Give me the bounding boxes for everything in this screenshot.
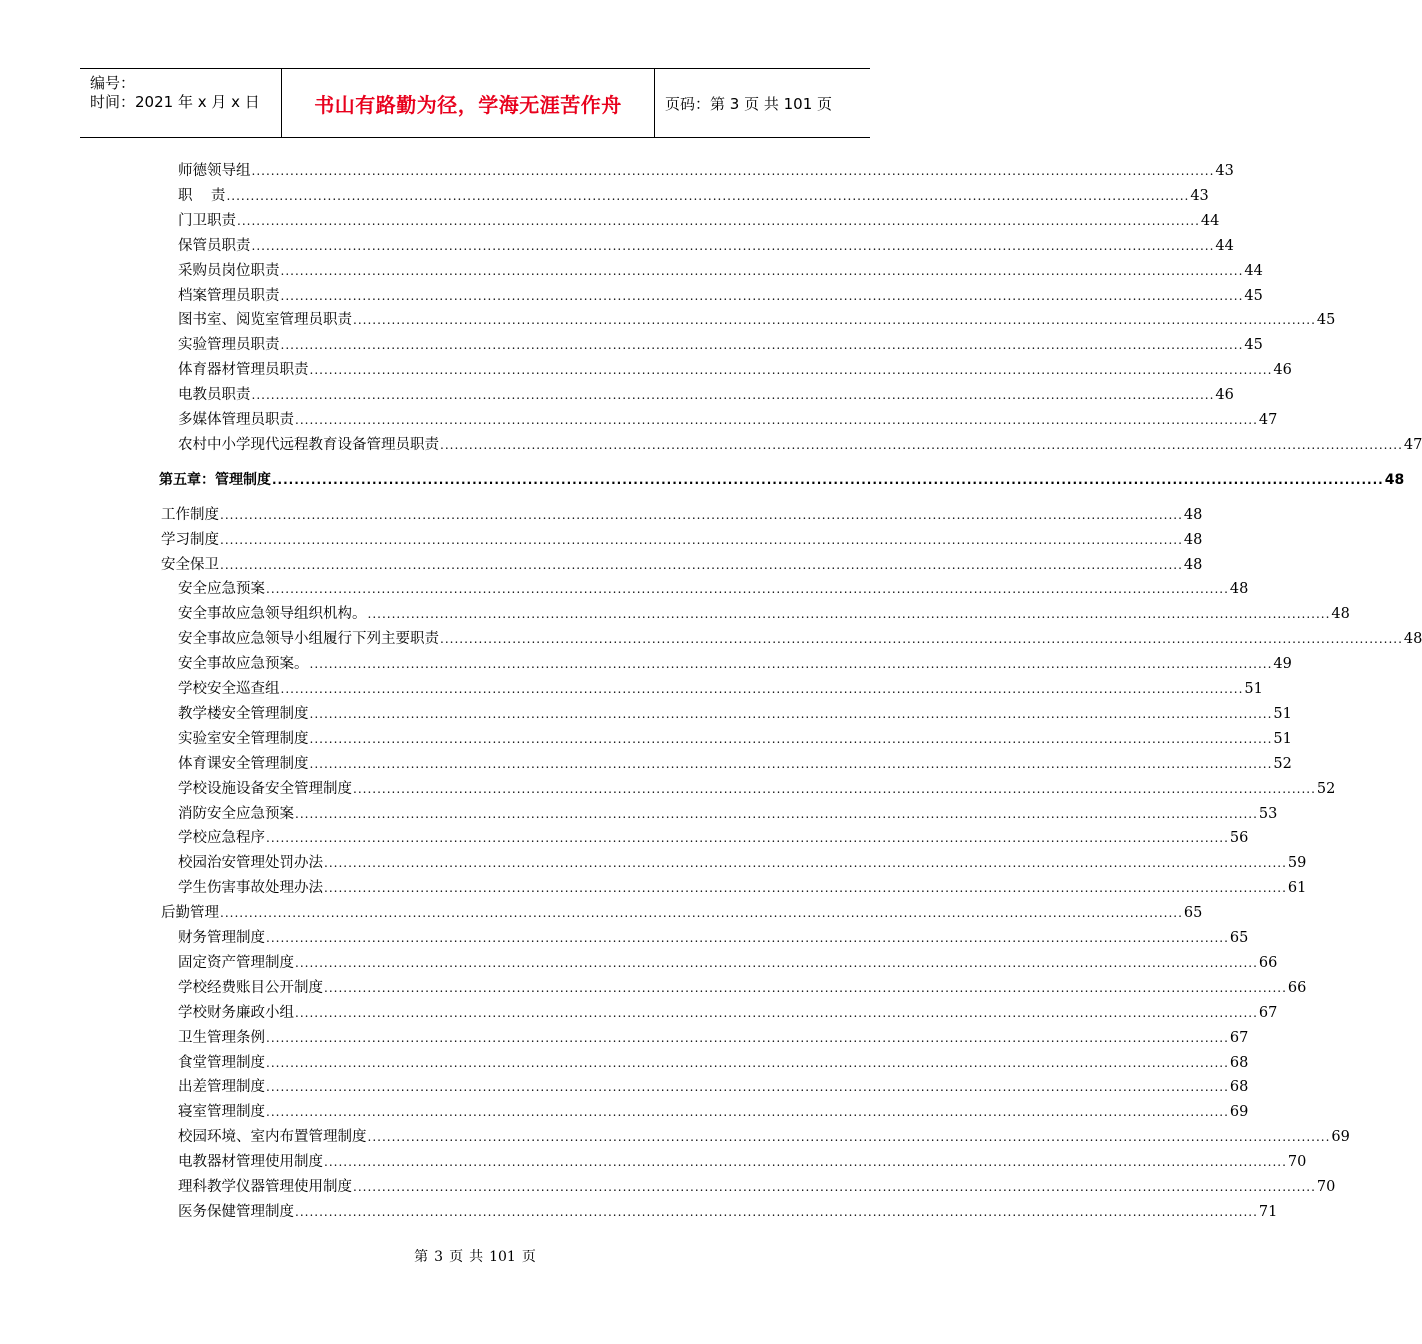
toc-entry-label: 出差管理制度 — [178, 1079, 265, 1096]
page-footer — [0, 1246, 950, 1266]
footer-gong: 共 — [469, 1249, 484, 1265]
toc-entry-page: 71 — [1258, 1203, 1278, 1220]
toc-entry-label: 门卫职责 — [178, 212, 236, 229]
toc-leader-dots: ........................................................................................................................................................................................................ — [280, 338, 1244, 353]
toc-entry-label: 电教员职责 — [178, 387, 251, 404]
footer-ye2: 页 — [521, 1249, 536, 1265]
toc-entry-label: 采购员岗位职责 — [178, 262, 280, 279]
toc-leader-dots: ........................................................................................................................................................................................................ — [266, 1030, 1229, 1045]
toc-entry-row[interactable] — [178, 628, 1422, 650]
toc-entry-row[interactable] — [178, 309, 1336, 331]
toc-leader-dots: ........................................................................................................................................................................................................ — [309, 363, 1273, 378]
footer-total-pages: 101 — [489, 1249, 516, 1265]
document-date-label: 时间：2021 年 x 月 x 日 — [90, 93, 260, 111]
toc-entry-page: 43 — [1215, 163, 1234, 179]
toc-entry-label: 安全事故应急预案。 — [178, 656, 309, 673]
toc-entry-page: 49 — [1273, 656, 1292, 673]
toc-entry-page: 61 — [1287, 880, 1307, 897]
toc-entry-label: 农村中小学现代远程教育设备管理员职责 — [178, 436, 439, 453]
toc-entry-page: 52 — [1316, 780, 1336, 797]
toc-entry-label: 学校设施设备安全管理制度 — [178, 780, 352, 797]
toc-leader-dots: ........................................................................................................................................................................................................ — [353, 313, 1316, 328]
toc-entry-label: 师德领导组 — [178, 163, 251, 179]
toc-leader-dots: ........................................................................................................................................................................................................ — [251, 388, 1215, 403]
toc-entry-row[interactable] — [161, 504, 1203, 526]
toc-entry-page: 47 — [1258, 412, 1278, 428]
toc-entry-label: 工作制度 — [161, 506, 219, 523]
toc-entry-row[interactable] — [178, 803, 1278, 825]
toc-leader-dots: ........................................................................................................................................................................................................ — [309, 706, 1273, 721]
toc-leader-dots: ........................................................................................................................................................................................................ — [272, 472, 1384, 487]
toc-entry-page: 67 — [1229, 1029, 1249, 1046]
toc-entry-row[interactable] — [178, 260, 1263, 282]
toc-chapter-row[interactable] — [159, 469, 1405, 491]
toc-entry-page: 66 — [1287, 979, 1307, 996]
toc-entry-page: 52 — [1273, 755, 1292, 772]
toc-entry-page: 47 — [1403, 436, 1422, 453]
toc-entry-row[interactable] — [178, 160, 1234, 182]
footer-ye: 页 — [449, 1249, 464, 1265]
toc-entry-page: 66 — [1258, 954, 1278, 971]
toc-entry-label: 保管员职责 — [178, 237, 251, 254]
toc-leader-dots: ........................................................................................................................................................................................................ — [353, 1180, 1316, 1194]
toc-entry-page: 65 — [1229, 930, 1249, 946]
toc-entry-row[interactable] — [161, 554, 1203, 576]
toc-entry-page: 51 — [1273, 730, 1292, 747]
toc-entry-label: 档案管理员职责 — [178, 287, 280, 304]
toc-entry-page: 45 — [1316, 312, 1336, 329]
toc-entry-row[interactable] — [178, 1101, 1249, 1123]
toc-entry-row[interactable] — [178, 1176, 1336, 1198]
toc-leader-dots: ........................................................................................................................................................................................................ — [266, 1080, 1229, 1095]
toc-entry-row[interactable] — [178, 778, 1336, 800]
toc-entry-row[interactable] — [178, 952, 1278, 974]
toc-entry-row[interactable] — [178, 1027, 1249, 1049]
toc-entry-row[interactable] — [178, 1151, 1307, 1173]
toc-entry-page: 48 — [1183, 506, 1203, 523]
toc-entry-row[interactable] — [178, 653, 1292, 675]
toc-entry-label: 教学楼安全管理制度 — [178, 705, 309, 722]
toc-leader-dots: ........................................................................................................................................................................................................ — [280, 263, 1244, 278]
toc-entry-row[interactable] — [178, 1002, 1278, 1024]
toc-entry-page: 68 — [1229, 1054, 1249, 1071]
toc-leader-dots: ........................................................................................................................................................................................................ — [280, 288, 1244, 303]
toc-entry-row[interactable] — [178, 384, 1234, 406]
toc-entry-page: 65 — [1183, 905, 1203, 922]
toc-entry-row[interactable] — [178, 1126, 1350, 1148]
toc-entry-label: 后勤管理 — [161, 905, 219, 922]
toc-leader-dots: ........................................................................................................................................................................................................ — [324, 1155, 1287, 1170]
toc-entry-row[interactable] — [178, 409, 1278, 431]
toc-entry-row[interactable] — [178, 235, 1234, 257]
toc-leader-dots: ........................................................................................................................................................................................................ — [295, 955, 1258, 970]
header-motto-cell — [282, 69, 655, 137]
footer-page-number: 3 — [434, 1249, 444, 1265]
toc-entry-page: 44 — [1244, 262, 1263, 279]
toc-leader-dots: ........................................................................................................................................................................................................ — [280, 682, 1244, 696]
toc-leader-dots: ........................................................................................................................................................................................................ — [324, 980, 1287, 995]
toc-leader-dots: ........................................................................................................................................................................................................ — [367, 1130, 1331, 1145]
toc-entry-row[interactable] — [178, 578, 1249, 600]
header-page-info: 页码：第 3 页 共 101 页 — [665, 94, 833, 113]
toc-leader-dots: ........................................................................................................................................................................................................ — [266, 1105, 1229, 1120]
toc-entry-row[interactable] — [178, 927, 1249, 949]
toc-entry-label: 图书室、阅览室管理员职责 — [178, 312, 352, 329]
toc-entry-label: 卫生管理条例 — [178, 1029, 265, 1046]
document-number-label: 编号： — [90, 74, 136, 92]
toc-entry-page: 48 — [1384, 471, 1405, 488]
toc-leader-dots: ........................................................................................................................................................................................................ — [295, 413, 1258, 427]
toc-entry-page: 46 — [1215, 387, 1234, 404]
toc-entry-page: 48 — [1229, 581, 1249, 598]
toc-leader-dots: ........................................................................................................................................................................................................ — [220, 507, 1183, 522]
toc-entry-label: 财务管理制度 — [178, 930, 265, 946]
toc-leader-dots: ........................................................................................................................................................................................................ — [440, 632, 1403, 647]
toc-entry-page: 68 — [1229, 1079, 1249, 1096]
toc-leader-dots: ........................................................................................................................................................................................................ — [220, 906, 1183, 921]
toc-entry-row[interactable] — [178, 603, 1350, 625]
toc-entry-label: 安全事故应急领导小组履行下列主要职责 — [178, 631, 439, 648]
toc-entry-page: 48 — [1183, 531, 1203, 548]
toc-entry-label: 多媒体管理员职责 — [178, 412, 294, 428]
toc-leader-dots: ........................................................................................................................................................................................................ — [251, 164, 1215, 178]
toc-entry-row[interactable] — [178, 977, 1307, 999]
header-page-cell — [655, 69, 870, 137]
toc-entry-page: 46 — [1273, 362, 1292, 379]
toc-leader-dots: ........................................................................................................................................................................................................ — [266, 1055, 1229, 1070]
toc-leader-dots: ........................................................................................................................................................................................................ — [266, 831, 1229, 846]
toc-entry-label: 实验管理员职责 — [178, 337, 280, 354]
toc-entry-row[interactable] — [178, 434, 1422, 456]
toc-entry-page: 44 — [1215, 237, 1234, 254]
toc-leader-dots: ........................................................................................................................................................................................................ — [220, 532, 1183, 547]
toc-entry-page: 45 — [1244, 287, 1263, 304]
toc-entry-page: 44 — [1200, 212, 1220, 229]
toc-entry-page: 51 — [1244, 681, 1263, 697]
toc-entry-page: 70 — [1316, 1179, 1336, 1195]
toc-entry-label: 电教器材管理使用制度 — [178, 1154, 323, 1171]
toc-entry-row[interactable] — [178, 852, 1307, 874]
toc-entry-row[interactable] — [178, 678, 1263, 700]
toc-entry-row[interactable] — [178, 1201, 1278, 1223]
toc-entry-label: 安全应急预案 — [178, 581, 265, 598]
toc-entry-page: 69 — [1229, 1104, 1249, 1121]
toc-entry-label: 实验室安全管理制度 — [178, 730, 309, 747]
toc-entry-row[interactable] — [178, 359, 1292, 381]
toc-entry-label: 消防安全应急预案 — [178, 805, 294, 822]
toc-entry-row[interactable] — [178, 1052, 1249, 1074]
toc-entry-label: 学习制度 — [161, 531, 219, 548]
toc-leader-dots: ........................................................................................................................................................................................................ — [295, 1005, 1258, 1020]
toc-entry-row[interactable] — [178, 827, 1249, 849]
toc-entry-row[interactable] — [178, 1076, 1249, 1098]
toc-entry-label: 医务保健管理制度 — [178, 1203, 294, 1220]
toc-entry-page: 51 — [1273, 705, 1292, 722]
toc-entry-row[interactable] — [161, 902, 1203, 924]
toc-entry-label: 校园治安管理处罚办法 — [178, 855, 323, 872]
toc-entry-row[interactable] — [178, 285, 1263, 307]
footer-di: 第 — [414, 1249, 429, 1265]
toc-entry-page: 48 — [1331, 606, 1350, 623]
toc-entry-page: 69 — [1331, 1129, 1350, 1146]
toc-leader-dots: ........................................................................................................................................................................................................ — [309, 657, 1273, 672]
toc-entry-page: 67 — [1258, 1004, 1278, 1021]
toc-entry-row[interactable] — [178, 210, 1220, 232]
toc-leader-dots: ........................................................................................................................................................................................................ — [309, 756, 1273, 771]
toc-entry-row[interactable] — [178, 185, 1209, 207]
toc-leader-dots: ........................................................................................................................................................................................................ — [295, 1204, 1258, 1219]
toc-entry-label: 学生伤害事故处理办法 — [178, 880, 323, 897]
toc-entry-label: 职 责 — [178, 187, 226, 204]
toc-entry-row[interactable] — [178, 703, 1292, 725]
toc-entry-page: 70 — [1287, 1154, 1307, 1171]
toc-entry-label: 体育课安全管理制度 — [178, 755, 309, 772]
toc-entry-label: 体育器材管理员职责 — [178, 362, 309, 379]
header-meta-cell — [80, 69, 282, 137]
toc-entry-row[interactable] — [178, 334, 1263, 356]
toc-entry-label: 校园环境、室内布置管理制度 — [178, 1129, 367, 1146]
toc-leader-dots: ........................................................................................................................................................................................................ — [440, 437, 1403, 452]
toc-leader-dots: ........................................................................................................................................................................................................ — [237, 213, 1200, 228]
toc-entry-page: 59 — [1287, 855, 1307, 872]
toc-entry-page: 53 — [1258, 805, 1278, 822]
toc-entry-page: 43 — [1190, 187, 1209, 204]
toc-entry-row[interactable] — [161, 529, 1203, 551]
toc-leader-dots: ........................................................................................................................................................................................................ — [367, 607, 1331, 622]
toc-entry-label: 理科教学仪器管理使用制度 — [178, 1179, 352, 1195]
toc-entry-label: 食堂管理制度 — [178, 1054, 265, 1071]
toc-entry-row[interactable] — [178, 728, 1292, 750]
toc-entry-label: 寝室管理制度 — [178, 1104, 265, 1121]
toc-entry-page: 48 — [1403, 631, 1422, 648]
page-header — [80, 68, 870, 138]
toc-entry-label: 第五章：管理制度 — [159, 471, 271, 488]
toc-leader-dots: ........................................................................................................................................................................................................ — [251, 238, 1215, 253]
toc-leader-dots: ........................................................................................................................................................................................................ — [226, 188, 1190, 203]
toc-entry-row[interactable] — [178, 877, 1307, 899]
toc-entry-page: 48 — [1183, 556, 1203, 573]
toc-leader-dots: ........................................................................................................................................................................................................ — [266, 582, 1229, 597]
toc-entry-label: 学校应急程序 — [178, 830, 265, 847]
toc-entry-page: 45 — [1244, 337, 1263, 354]
toc-leader-dots: ........................................................................................................................................................................................................ — [220, 557, 1183, 572]
toc-leader-dots: ........................................................................................................................................................................................................ — [353, 781, 1316, 796]
toc-entry-label: 学校安全巡查组 — [178, 681, 280, 697]
toc-entry-page: 56 — [1229, 830, 1249, 847]
toc-leader-dots: ........................................................................................................................................................................................................ — [324, 856, 1287, 871]
toc-entry-row[interactable] — [178, 753, 1292, 775]
toc-leader-dots: ........................................................................................................................................................................................................ — [295, 806, 1258, 821]
header-motto: 书山有路勤为径，学海无涯苦作舟 — [314, 92, 622, 117]
toc-entry-label: 学校经费账目公开制度 — [178, 979, 323, 996]
toc-leader-dots: ........................................................................................................................................................................................................ — [266, 931, 1229, 945]
toc-entry-label: 安全事故应急领导组织机构。 — [178, 606, 367, 623]
toc-entry-label: 固定资产管理制度 — [178, 954, 294, 971]
toc-entry-label: 学校财务廉政小组 — [178, 1004, 294, 1021]
toc-entry-label: 安全保卫 — [161, 556, 219, 573]
toc-leader-dots: ........................................................................................................................................................................................................ — [324, 881, 1287, 896]
toc-leader-dots: ........................................................................................................................................................................................................ — [309, 731, 1273, 746]
